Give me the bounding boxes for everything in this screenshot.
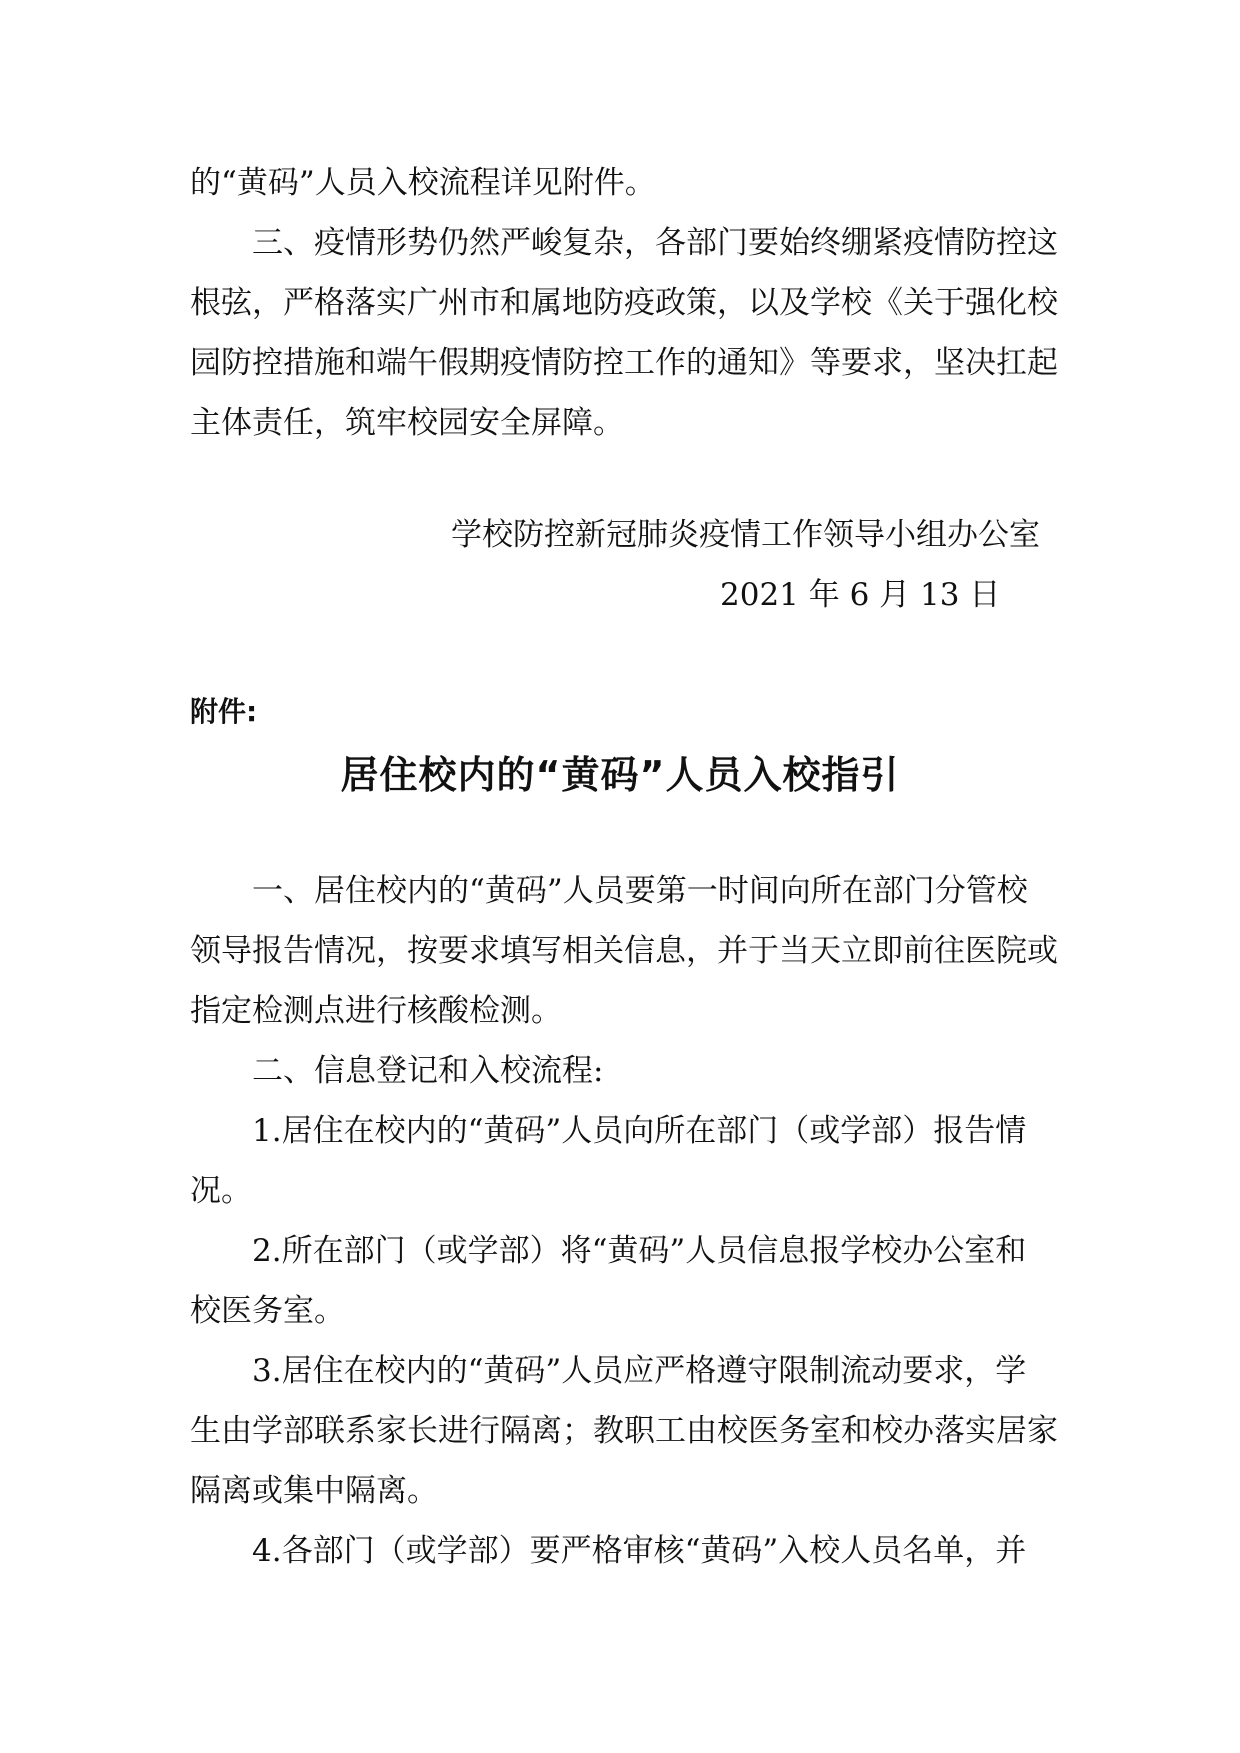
signature-org: 学校防控新冠肺炎疫情工作领导小组办公室 xyxy=(451,517,1040,553)
paragraph-line: 隔离或集中隔离。 xyxy=(190,1473,438,1509)
paragraph-line: 领导报告情况，按要求填写相关信息，并于当天立即前往医院或 xyxy=(190,933,1058,969)
attachment-label: 附件: xyxy=(190,695,258,728)
paragraph-line: 生由学部联系家长进行隔离；教职工由校医务室和校办落实居家 xyxy=(190,1413,1058,1449)
paragraph-line: 3.居住在校内的“黄码”人员应严格遵守限制流动要求，学 xyxy=(252,1353,1027,1389)
paragraph-line: 一、居住校内的“黄码”人员要第一时间向所在部门分管校 xyxy=(252,873,1028,909)
section-heading: 二、信息登记和入校流程: xyxy=(252,1053,604,1089)
paragraph-line: 三、疫情形势仍然严峻复杂，各部门要始终绷紧疫情防控这 xyxy=(252,225,1058,261)
paragraph-line: 4.各部门（或学部）要严格审核“黄码”入校人员名单，并 xyxy=(252,1533,1027,1569)
paragraph-line: 校医务室。 xyxy=(190,1293,345,1329)
paragraph-line: 的“黄码”人员入校流程详见附件。 xyxy=(190,165,656,201)
paragraph-line: 根弦，严格落实广州市和属地防疫政策，以及学校《关于强化校 xyxy=(190,285,1058,321)
attachment-title: 居住校内的“黄码”人员入校指引 xyxy=(340,753,900,797)
paragraph-line: 1.居住在校内的“黄码”人员向所在部门（或学部）报告情 xyxy=(252,1113,1027,1149)
paragraph-line: 指定检测点进行核酸检测。 xyxy=(190,993,562,1029)
signature-date: 2021 年 6 月 13 日 xyxy=(720,577,1001,613)
paragraph-line: 2.所在部门（或学部）将“黄码”人员信息报学校办公室和 xyxy=(252,1233,1027,1269)
paragraph-line: 况。 xyxy=(190,1173,252,1209)
paragraph-line: 主体责任，筑牢校园安全屏障。 xyxy=(190,405,624,441)
paragraph-line: 园防控措施和端午假期疫情防控工作的通知》等要求，坚决扛起 xyxy=(190,345,1058,381)
